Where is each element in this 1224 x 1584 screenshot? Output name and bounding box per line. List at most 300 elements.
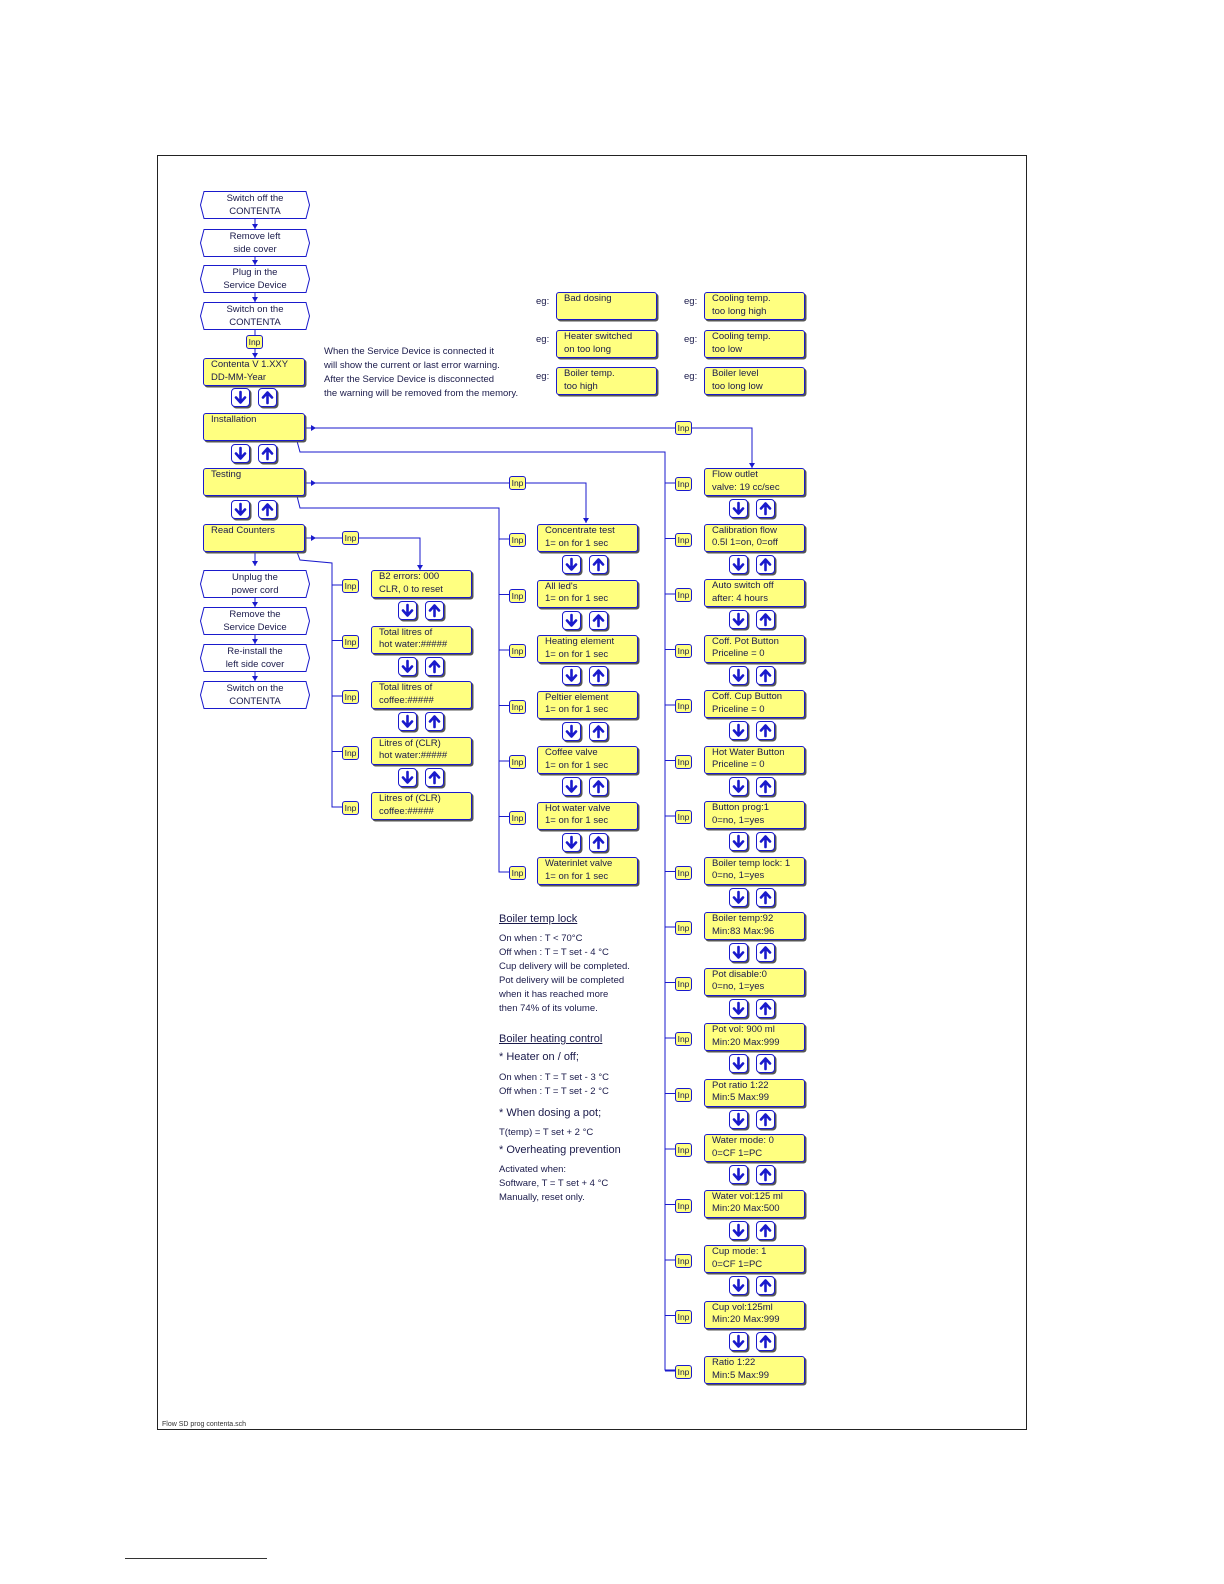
box-line-2: DD-MM-Year (211, 371, 267, 383)
step-text (210, 230, 300, 256)
menu-item[interactable] (203, 468, 305, 496)
box-line-2: too high (564, 380, 598, 392)
arrow-up-button[interactable] (756, 999, 775, 1018)
setting-item[interactable] (704, 801, 805, 829)
arrow-up-button[interactable] (756, 1276, 775, 1295)
box-line-1: Water vol:125 ml (712, 1190, 783, 1202)
menu-item[interactable] (203, 413, 305, 441)
arrow-down-icon (233, 502, 248, 517)
step-line-2: Service Device (223, 622, 287, 633)
box-line-2: too low (712, 343, 743, 355)
arrow-up-icon (591, 557, 606, 572)
arrow-up-button[interactable] (589, 555, 608, 574)
arrow-up-button[interactable] (756, 888, 775, 907)
box-line-1: Pot ratio 1:22 (712, 1079, 769, 1091)
counters-arrowhead (311, 535, 316, 541)
counter-item[interactable] (371, 792, 472, 820)
arrow-up-button[interactable] (756, 1054, 775, 1073)
arrow-down-icon (564, 835, 579, 850)
arrow-down-button[interactable] (562, 555, 581, 574)
error-example[interactable] (556, 292, 657, 320)
arrow-down-icon (731, 1278, 746, 1293)
menu-item[interactable] (203, 524, 305, 552)
arrow-up-button[interactable] (756, 721, 775, 740)
arrow-down-button[interactable] (729, 777, 748, 796)
arrow-down-button[interactable] (398, 768, 417, 787)
box-line-1: Water mode: 0 (712, 1135, 774, 1146)
error-example[interactable] (704, 292, 805, 320)
setting-item[interactable] (704, 524, 805, 552)
box-line-1: Calibration flow (712, 524, 777, 536)
test-item[interactable] (537, 691, 638, 719)
box-line-1: Boiler temp. (564, 368, 615, 379)
box-line-2: Min:20 Max:500 (712, 1203, 780, 1214)
step-line-2: side cover (233, 244, 277, 255)
box-line-1: All led's (545, 580, 578, 592)
arrow-down-icon (731, 1056, 746, 1071)
inp-button[interactable]: Inp (675, 588, 692, 602)
boiler-lock-text-line: then 74% of its volume. (499, 1003, 598, 1014)
eg-label: eg: (684, 334, 698, 345)
step-line-1: Re-install the (227, 646, 283, 657)
arrow-down-icon (731, 1001, 746, 1016)
arrow-down-icon (400, 603, 415, 618)
box-line-2: 0=no, 1=yes (712, 814, 765, 826)
arrow-down-icon (564, 557, 579, 572)
arrow-up-button[interactable] (756, 1165, 775, 1184)
inp-button[interactable]: Inp (675, 699, 692, 713)
box-line-2: 1= on for 1 sec (545, 593, 609, 604)
box-line-1: Litres of (CLR) (379, 793, 441, 804)
error-example[interactable] (704, 330, 805, 358)
arrow-up-icon (758, 557, 773, 572)
arrow-up-button[interactable] (756, 610, 775, 629)
arrow-up-icon (758, 1278, 773, 1293)
arrow-down-icon (400, 770, 415, 785)
arrow-up-button[interactable] (258, 444, 277, 463)
prep-step (200, 302, 310, 330)
box-line-1: Ratio 1:22 (712, 1357, 756, 1368)
arrow-up-icon (758, 834, 773, 849)
arrow-up-button[interactable] (756, 943, 775, 962)
arrow-down-button[interactable] (562, 722, 581, 741)
arrow-up-button[interactable] (756, 555, 775, 574)
boiler-lock-text-line: Pot delivery will be completed (499, 975, 625, 986)
arrow-down-button[interactable] (398, 657, 417, 676)
arrow-up-button[interactable] (425, 657, 444, 676)
arrow-down-button[interactable] (398, 601, 417, 620)
arrow-down-button[interactable] (729, 1110, 748, 1129)
step-text (210, 192, 300, 218)
arrow-down-button[interactable] (562, 777, 581, 796)
testing-arrowhead (583, 518, 589, 523)
arrow-up-icon (591, 835, 606, 850)
box-line-1: Read Counters (211, 525, 275, 536)
testing-link (526, 483, 586, 523)
arrow-up-button[interactable] (589, 611, 608, 630)
arrow-up-button[interactable] (756, 666, 775, 685)
arrow-down-button[interactable] (231, 500, 250, 519)
heater-onoff-text-line: On when : T = T set - 3 °C (499, 1072, 610, 1083)
arrow-up-button[interactable] (756, 1110, 775, 1129)
inp-button[interactable]: Inp (675, 810, 692, 824)
arrow-up-icon (758, 1056, 773, 1071)
step-line-1: Switch off the (226, 193, 284, 204)
end-step (200, 644, 310, 672)
testing-arrowhead (311, 480, 316, 486)
arrow-down-icon (731, 1334, 746, 1349)
setting-item[interactable] (704, 746, 805, 774)
step-line-1: Switch on the (226, 683, 284, 694)
setting-item[interactable] (704, 857, 805, 885)
inp-button[interactable]: Inp (675, 1143, 692, 1157)
overheat-text (499, 1163, 608, 1205)
box-line-1: Litres of (CLR) (379, 737, 441, 749)
box-line-1: Pot vol: 900 ml (712, 1024, 775, 1035)
box-line-2: Priceline = 0 (712, 703, 765, 715)
box-line-1: Coff. Pot Button (712, 635, 779, 647)
eg-label: eg: (536, 296, 550, 307)
arrow-up-button[interactable] (756, 777, 775, 796)
boiler-lock-heading: Boiler temp lock (499, 913, 578, 925)
arrow-down-icon (731, 1167, 746, 1182)
inp-button[interactable]: Inp (342, 579, 359, 593)
arrow-down-button[interactable] (729, 888, 748, 907)
arrow-down-icon (564, 724, 579, 739)
inp-button[interactable]: Inp (509, 476, 526, 490)
inp-button[interactable]: Inp (509, 755, 526, 769)
setting-item[interactable] (704, 690, 805, 718)
arrow-up-icon (758, 1112, 773, 1127)
test-item[interactable] (537, 580, 638, 608)
inp-button[interactable]: Inp (675, 421, 692, 435)
inp-button[interactable]: Inp (675, 477, 692, 491)
box-line-1: Cooling temp. (712, 293, 771, 304)
arrow-down-icon (731, 1223, 746, 1238)
arrow-down-icon (564, 779, 579, 794)
counter-item[interactable] (371, 626, 472, 654)
arrow-down-icon (564, 613, 579, 628)
file-name: Flow SD prog contenta.sch (162, 1421, 247, 1428)
box-line-1: Coff. Cup Button (712, 691, 783, 702)
inp-button[interactable]: Inp (509, 533, 526, 547)
service-device-note-line: When the Service Device is connected it (324, 346, 495, 357)
heater-onoff-title: * Heater on / off; (499, 1051, 579, 1063)
setting-item[interactable] (704, 912, 805, 940)
boiler-lock-text-line: Off when : T = T set - 4 °C (499, 947, 609, 958)
arrow-down-icon (731, 1112, 746, 1127)
boiler-lock-text-line: On when : T < 70°C (499, 933, 583, 944)
end-step (200, 570, 310, 598)
error-example[interactable] (556, 367, 657, 395)
arrow-down-icon (731, 890, 746, 905)
inp-button[interactable]: Inp (246, 335, 263, 349)
box-line-1: Peltier element (545, 691, 609, 703)
step-text (210, 682, 300, 708)
arrow-down-button[interactable] (729, 999, 748, 1018)
arrow-up-icon (260, 446, 275, 461)
box-line-2: 0.5l 1=on, 0=off (712, 537, 778, 548)
box-line-1: Auto switch off (712, 580, 774, 591)
overheat-text-line: Manually, reset only. (499, 1192, 585, 1203)
arrow-down-icon (731, 668, 746, 683)
version-display[interactable] (203, 358, 305, 386)
arrow-down-button[interactable] (729, 555, 748, 574)
box-line-2: too long high (712, 305, 767, 317)
arrow-up-icon (591, 779, 606, 794)
arrow-up-icon (758, 612, 773, 627)
setting-item[interactable] (704, 1079, 805, 1107)
arrow-down-icon (731, 723, 746, 738)
box-line-1: Contenta V 1.XXY (211, 359, 289, 370)
setting-item[interactable] (704, 1356, 805, 1384)
arrow-up-button[interactable] (756, 1221, 775, 1240)
box-line-1: Coffee valve (545, 747, 598, 758)
boiler-heat-heading: Boiler heating control (499, 1033, 603, 1045)
box-line-2: CLR, 0 to reset (379, 583, 443, 595)
inp-button[interactable]: Inp (509, 866, 526, 880)
arrow-up-button[interactable] (756, 1332, 775, 1351)
test-item[interactable] (537, 524, 638, 552)
arrow-up-button[interactable] (589, 833, 608, 852)
arrow-up-icon (427, 714, 442, 729)
box-line-2: Min:83 Max:96 (712, 925, 775, 937)
box-line-1: Boiler level (712, 368, 759, 379)
arrow-down-button[interactable] (729, 1054, 748, 1073)
inp-button[interactable]: Inp (342, 746, 359, 760)
step-line-1: Unplug the (232, 572, 278, 583)
inp-button[interactable]: Inp (342, 531, 359, 545)
arrow-down-button[interactable] (729, 1165, 748, 1184)
box-line-1: Total litres of (379, 626, 433, 638)
step-line-2: power cord (231, 585, 279, 596)
box-line-1: Cup vol:125ml (712, 1301, 773, 1313)
boiler-lock-text (499, 932, 630, 1016)
box-line-1: B2 errors: 000 (379, 571, 440, 582)
prep-step (200, 229, 310, 257)
inp-button[interactable]: Inp (675, 866, 692, 880)
setting-item[interactable] (704, 1190, 805, 1218)
box-line-2: Priceline = 0 (712, 759, 765, 770)
box-line-2: 1= on for 1 sec (545, 759, 609, 771)
inp-button[interactable]: Inp (509, 700, 526, 714)
arrow-down-button[interactable] (729, 721, 748, 740)
arrow-down-button[interactable] (729, 832, 748, 851)
box-line-2: valve: 19 cc/sec (712, 481, 780, 493)
eg-label: eg: (684, 296, 698, 307)
box-line-2: Min:20 Max:999 (712, 1036, 780, 1048)
arrow-up-icon (758, 668, 773, 683)
eg-label: eg: (536, 371, 550, 382)
arrow-down-button[interactable] (729, 610, 748, 629)
inp-button[interactable]: Inp (675, 977, 692, 991)
arrow-up-icon (758, 890, 773, 905)
step-text (210, 266, 300, 292)
step-line-1: Switch on the (226, 304, 284, 315)
arrow-down-button[interactable] (231, 388, 250, 407)
inp-button[interactable]: Inp (675, 921, 692, 935)
error-example[interactable] (704, 367, 805, 395)
counter-item[interactable] (371, 570, 472, 598)
inp-button[interactable]: Inp (342, 690, 359, 704)
arrow-up-icon (758, 1334, 773, 1349)
counter-item[interactable] (371, 737, 472, 765)
step-text (210, 571, 300, 597)
step-line-2: CONTENTA (229, 317, 281, 328)
box-line-2: on too long (564, 343, 612, 355)
arrow-down-icon (731, 612, 746, 627)
box-line-2: Min:5 Max:99 (712, 1369, 770, 1381)
counter-item[interactable] (371, 681, 472, 709)
test-item[interactable] (537, 802, 638, 830)
arrow-down-icon (731, 945, 746, 960)
arrow-up-button[interactable] (589, 666, 608, 685)
setting-item[interactable] (704, 635, 805, 663)
inp-button[interactable]: Inp (675, 533, 692, 547)
setting-item[interactable] (704, 1301, 805, 1329)
overheat-text-line: Activated when: (499, 1164, 567, 1175)
boiler-lock-text-line: Cup delivery will be completed. (499, 961, 630, 972)
arrow-down-button[interactable] (562, 833, 581, 852)
box-line-2: hot water:##### (379, 639, 448, 650)
inp-button[interactable]: Inp (675, 1310, 692, 1324)
box-line-2: Priceline = 0 (712, 648, 765, 659)
inp-button[interactable]: Inp (509, 811, 526, 825)
box-line-2: 0=no, 1=yes (712, 870, 765, 881)
arrow-up-button[interactable] (425, 768, 444, 787)
box-line-2: 0=CF 1=PC (712, 1147, 763, 1159)
pot-dosing-text-line: T(temp) = T set + 2 °C (499, 1127, 594, 1138)
step-line-1: Plug in the (232, 267, 278, 278)
box-line-1: Cup mode: 1 (712, 1246, 767, 1257)
error-example[interactable] (556, 330, 657, 358)
arrow-down-button[interactable] (729, 1221, 748, 1240)
footnote-rule (125, 1558, 267, 1559)
arrow-down-button[interactable] (562, 666, 581, 685)
setting-item[interactable] (704, 1023, 805, 1051)
service-device-note-line: the warning will be removed from the memory. (324, 388, 519, 399)
installation-link (692, 428, 752, 468)
flow-arrowhead (252, 561, 258, 566)
step-line-2: CONTENTA (229, 206, 281, 217)
inp-button[interactable]: Inp (675, 755, 692, 769)
box-line-1: Bad dosing (564, 293, 612, 304)
inp-button[interactable]: Inp (675, 644, 692, 658)
service-device-note-line: will show the current or last error warning. (324, 360, 500, 371)
arrow-up-button[interactable] (258, 388, 277, 407)
arrow-down-icon (400, 714, 415, 729)
arrow-down-button[interactable] (729, 1276, 748, 1295)
step-line-2: left side cover (225, 659, 285, 670)
inp-button[interactable]: Inp (675, 1365, 692, 1379)
step-line-2: CONTENTA (229, 696, 281, 707)
arrow-down-icon (731, 557, 746, 572)
arrow-up-button[interactable] (425, 712, 444, 731)
arrow-up-icon (758, 1167, 773, 1182)
counters-link (359, 538, 420, 570)
test-item[interactable] (537, 746, 638, 774)
step-text (210, 608, 300, 634)
arrow-up-icon (591, 668, 606, 683)
arrow-down-button[interactable] (562, 611, 581, 630)
eg-label: eg: (536, 334, 550, 345)
inp-button[interactable]: Inp (675, 1032, 692, 1046)
arrow-up-icon (758, 501, 773, 516)
box-line-1: Cooling temp. (712, 331, 771, 342)
arrow-up-button[interactable] (756, 499, 775, 518)
inp-button[interactable]: Inp (675, 1254, 692, 1268)
setting-item[interactable] (704, 1134, 805, 1162)
box-line-1: Button prog:1 (712, 802, 770, 813)
box-line-2: after: 4 hours (712, 592, 768, 604)
arrow-down-button[interactable] (398, 712, 417, 731)
overheat-title: * Overheating prevention (499, 1144, 621, 1156)
arrow-up-button[interactable] (425, 601, 444, 620)
inp-button[interactable]: Inp (675, 1199, 692, 1213)
arrow-down-button[interactable] (729, 499, 748, 518)
box-line-1: Total litres of (379, 682, 433, 693)
arrow-down-button[interactable] (729, 666, 748, 685)
prep-step (200, 265, 310, 293)
arrow-down-icon (731, 779, 746, 794)
box-line-1: Waterinlet valve (545, 858, 613, 869)
arrow-up-button[interactable] (589, 722, 608, 741)
arrow-up-icon (758, 1001, 773, 1016)
arrow-up-button[interactable] (258, 500, 277, 519)
step-text (210, 645, 300, 671)
arrow-down-icon (233, 446, 248, 461)
arrow-down-button[interactable] (231, 444, 250, 463)
box-line-2: 0=no, 1=yes (712, 981, 765, 992)
arrow-down-button[interactable] (729, 1332, 748, 1351)
setting-item[interactable] (704, 579, 805, 607)
setting-item[interactable] (704, 968, 805, 996)
box-line-1: Hot water valve (545, 802, 611, 814)
installation-arrowhead (311, 425, 316, 431)
box-line-1: Heater switched (564, 331, 633, 342)
box-line-2: 1= on for 1 sec (545, 537, 609, 549)
box-line-1: Boiler temp:92 (712, 913, 774, 924)
arrow-down-icon (233, 390, 248, 405)
arrow-up-icon (260, 502, 275, 517)
arrow-up-button[interactable] (756, 832, 775, 851)
test-item[interactable] (537, 635, 638, 663)
arrow-up-icon (427, 770, 442, 785)
arrow-up-icon (260, 390, 275, 405)
boiler-lock-text-line: when it has reached more (499, 989, 609, 1000)
test-item[interactable] (537, 857, 638, 885)
arrow-down-icon (564, 668, 579, 683)
arrow-up-button[interactable] (589, 777, 608, 796)
box-line-1: Pot disable:0 (712, 968, 767, 980)
box-line-2: Min:5 Max:99 (712, 1092, 770, 1103)
inp-button[interactable]: Inp (675, 1088, 692, 1102)
step-line-1: Remove the (229, 609, 281, 620)
box-line-1: Flow outlet (712, 469, 758, 480)
inp-button[interactable]: Inp (509, 589, 526, 603)
box-line-1: Hot Water Button (712, 746, 785, 758)
setting-item[interactable] (704, 468, 805, 496)
heater-onoff-text (499, 1071, 609, 1099)
setting-item[interactable] (704, 1245, 805, 1273)
end-step (200, 607, 310, 635)
inp-button[interactable]: Inp (509, 644, 526, 658)
inp-button[interactable]: Inp (342, 635, 359, 649)
box-line-2: Min:20 Max:999 (712, 1314, 780, 1325)
arrow-down-button[interactable] (729, 943, 748, 962)
inp-button[interactable]: Inp (342, 801, 359, 815)
box-line-1: Installation (211, 414, 257, 425)
